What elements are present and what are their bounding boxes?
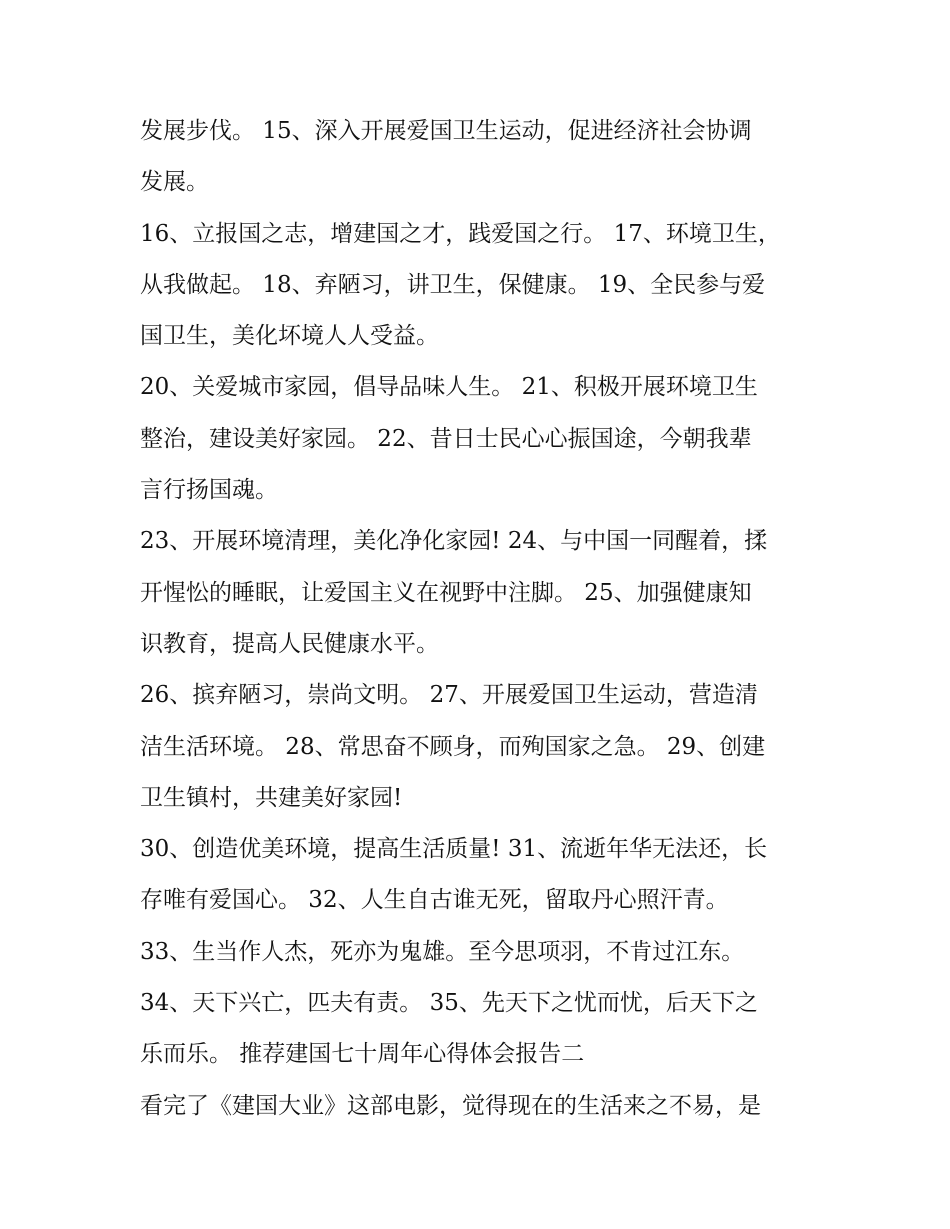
text-line: 乐而乐。 推荐建国七十周年心得体会报告二 xyxy=(140,1041,585,1068)
text-line: 卫生镇村，共建美好家园! xyxy=(140,784,403,811)
text-line: 34、天下兴亡，匹夫有责。 35、先天下之忧而忧，后天下之 xyxy=(140,990,758,1017)
text-line: 看完了《建国大业》这部电影，觉得现在的生活来之不易，是 xyxy=(140,1092,761,1119)
text-line: 26、摈弃陋习，崇尚文明。 27、开展爱国卫生运动，营造清 xyxy=(140,682,758,709)
text-line: 20、关爱城市家园，倡导品味人生。 21、积极开展环境卫生 xyxy=(140,374,758,401)
text-line: 开惺忪的睡眠，让爱国主义在视野中注脚。 25、加强健康知 xyxy=(140,579,752,606)
document-body xyxy=(140,106,840,1132)
text-line: 发展步伐。 15、深入开展爱国卫生运动，促进经济社会协调 xyxy=(140,118,752,144)
text-line: 30、创造优美环境，提高生活质量! 31、流逝年华无法还，长 xyxy=(140,836,768,863)
text-line: 识教育，提高人民健康水平。 xyxy=(140,630,439,657)
text-line: 16、立报国之志，增建国之才，践爱国之行。 17、环境卫生， xyxy=(140,220,781,247)
text-line: 从我做起。 18、弃陋习，讲卫生，保健康。 19、全民参与爱 xyxy=(140,271,766,298)
text-line: 整治，建设美好家园。 22、昔日士民心心振国途，今朝我辈 xyxy=(140,425,752,452)
text-line: 存唯有爱国心。 32、人生自古谁无死，留取丹心照汗青。 xyxy=(140,887,729,914)
text-line: 国卫生，美化坏境人人受益。 xyxy=(140,323,439,350)
text-line: 发展。 xyxy=(140,169,209,196)
text-line: 言行扬国魂。 xyxy=(140,477,278,504)
text-line: 33、生当作人杰，死亦为鬼雄。至今思项羽，不肯过江东。 xyxy=(140,938,745,965)
text-line: 洁生活环境。 28、常思奋不顾身，而殉国家之急。 29、创建 xyxy=(140,733,766,760)
text-line: 23、开展环境清理，美化净化家园! 24、与中国一同醒着，揉 xyxy=(140,528,768,555)
